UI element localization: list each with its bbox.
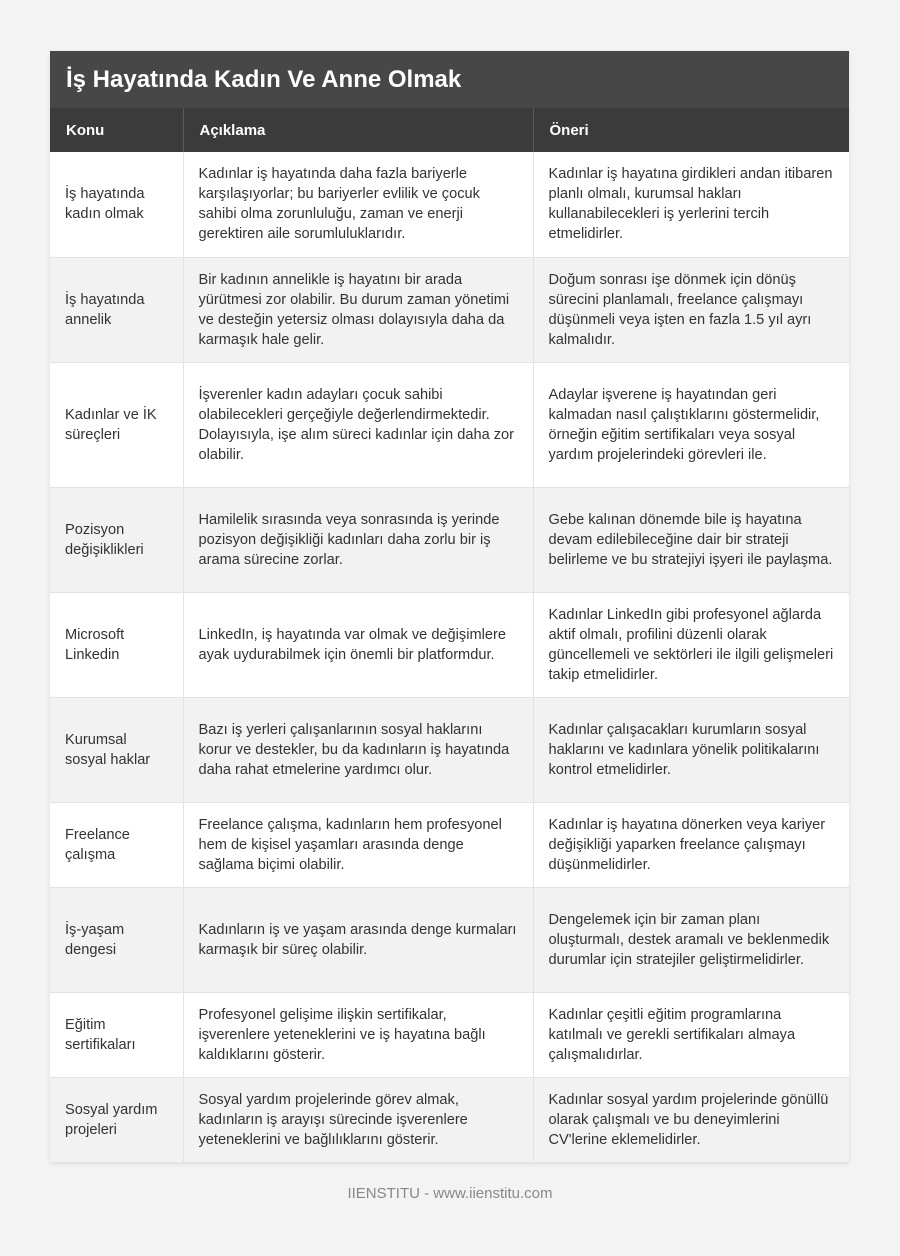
table-row — [50, 362, 849, 487]
cell-oneri: Dengelemek için bir zaman planı oluşturmalı, destek aramalı ve beklenmedik durumlar için stratejiler geliştirmelidirler. — [533, 887, 849, 992]
cell-aciklama: Freelance çalışma, kadınların hem profesyonel hem de kişisel yaşamları arasında denge sağlama biçimi olabilir. — [183, 802, 533, 887]
cell-oneri: Kadınlar iş hayatına dönerken veya kariyer değişikliği yaparken freelance çalışmayı düşünmelidirler. — [533, 802, 849, 887]
cell-oneri: Gebe kalınan dönemde bile iş hayatına devam edilebileceğine dair bir strateji belirleme ve bu stratejiyi işyeri ile paylaşma. — [533, 487, 849, 592]
cell-konu: Sosyal yardım projeleri — [50, 1077, 183, 1162]
table-row — [50, 592, 849, 697]
table-row — [50, 697, 849, 802]
table-row — [50, 1077, 849, 1162]
cell-aciklama: LinkedIn, iş hayatında var olmak ve değişimlere ayak uydurabilmek için önemli bir platformdur. — [183, 592, 533, 697]
table-row — [50, 487, 849, 592]
cell-aciklama: Bazı iş yerleri çalışanlarının sosyal haklarını korur ve destekler, bu da kadınların iş hayatında daha rahat etmelerine yardımcı olur. — [183, 697, 533, 802]
cell-konu: İş hayatında annelik — [50, 257, 183, 362]
page-title: İş Hayatında Kadın Ve Anne Olmak — [50, 51, 849, 108]
cell-aciklama: Kadınlar iş hayatında daha fazla bariyerle karşılaşıyorlar; bu bariyerler evlilik ve çocuk sahibi olma zorunluluğu, zaman ve enerji gerektiren aile sorumluluklarıdır. — [183, 152, 533, 257]
cell-konu: Freelance çalışma — [50, 802, 183, 887]
cell-oneri: Adaylar işverene iş hayatından geri kalmadan nasıl çalıştıklarını göstermelidir, örneğin eğitim sertifikaları veya sosyal yardım projelerindeki görevleri ile. — [533, 362, 849, 487]
cell-konu: İş hayatında kadın olmak — [50, 152, 183, 257]
cell-konu: İş-yaşam dengesi — [50, 887, 183, 992]
data-table — [50, 108, 849, 1163]
table-row — [50, 887, 849, 992]
cell-aciklama: Profesyonel gelişime ilişkin sertifikalar, işverenlere yeteneklerini ve iş hayatına bağlı kaldıklarını gösterir. — [183, 992, 533, 1077]
cell-oneri: Kadınlar sosyal yardım projelerinde gönüllü olarak çalışmalı ve bu deneyimlerini CV'lerine eklemelidirler. — [533, 1077, 849, 1162]
column-header-oneri: Öneri — [533, 108, 849, 152]
cell-konu: Kadınlar ve İK süreçleri — [50, 362, 183, 487]
table-header-row — [50, 108, 849, 152]
cell-aciklama: Bir kadının annelikle iş hayatını bir arada yürütmesi zor olabilir. Bu durum zaman yönetimi ve desteğin yetersiz olması dolayısıyla daha da karmaşık hale gelir. — [183, 257, 533, 362]
cell-oneri: Kadınlar iş hayatına girdikleri andan itibaren planlı olmalı, kurumsal hakları kullanabilecekleri iş yerlerini tercih etmelidirler. — [533, 152, 849, 257]
cell-aciklama: Sosyal yardım projelerinde görev almak, kadınların iş arayışı sürecinde işverenlere yeteneklerini ve bağlılıklarını gösterir. — [183, 1077, 533, 1162]
table-row — [50, 152, 849, 257]
table-card — [50, 51, 849, 1163]
table-row — [50, 992, 849, 1077]
cell-aciklama: Hamilelik sırasında veya sonrasında iş yerinde pozisyon değişikliği kadınları daha zorlu bir iş arama sürecine zorlar. — [183, 487, 533, 592]
cell-konu: Microsoft Linkedin — [50, 592, 183, 697]
cell-oneri: Kadınlar çalışacakları kurumların sosyal haklarını ve kadınlara yönelik politikalarını kontrol etmelidirler. — [533, 697, 849, 802]
cell-aciklama: İşverenler kadın adayları çocuk sahibi olabilecekleri gerçeğiyle değerlendirmektedir. Dolayısıyla, işe alım süreci kadınlar için daha zor olabilir. — [183, 362, 533, 487]
cell-oneri: Kadınlar çeşitli eğitim programlarına katılmalı ve gerekli sertifikaları almaya çalışmalıdırlar. — [533, 992, 849, 1077]
table-row — [50, 802, 849, 887]
cell-aciklama: Kadınların iş ve yaşam arasında denge kurmaları karmaşık bir süreç olabilir. — [183, 887, 533, 992]
table-row — [50, 257, 849, 362]
footer-credit: IIENSTITU - www.iienstitu.com — [347, 1185, 553, 1202]
cell-oneri: Doğum sonrası işe dönmek için dönüş sürecini planlamalı, freelance çalışmayı düşünmeli veya işten en fazla 1.5 yıl ayrı kalmalıdır. — [533, 257, 849, 362]
cell-konu: Kurumsal sosyal haklar — [50, 697, 183, 802]
cell-konu: Pozisyon değişiklikleri — [50, 487, 183, 592]
cell-oneri: Kadınlar LinkedIn gibi profesyonel ağlarda aktif olmalı, profilini düzenli olarak güncellemeli ve sektörleri ile ilgili gelişmeleri takip etmelidirler. — [533, 592, 849, 697]
column-header-konu: Konu — [50, 108, 183, 152]
cell-konu: Eğitim sertifikaları — [50, 992, 183, 1077]
column-header-aciklama: Açıklama — [183, 108, 533, 152]
